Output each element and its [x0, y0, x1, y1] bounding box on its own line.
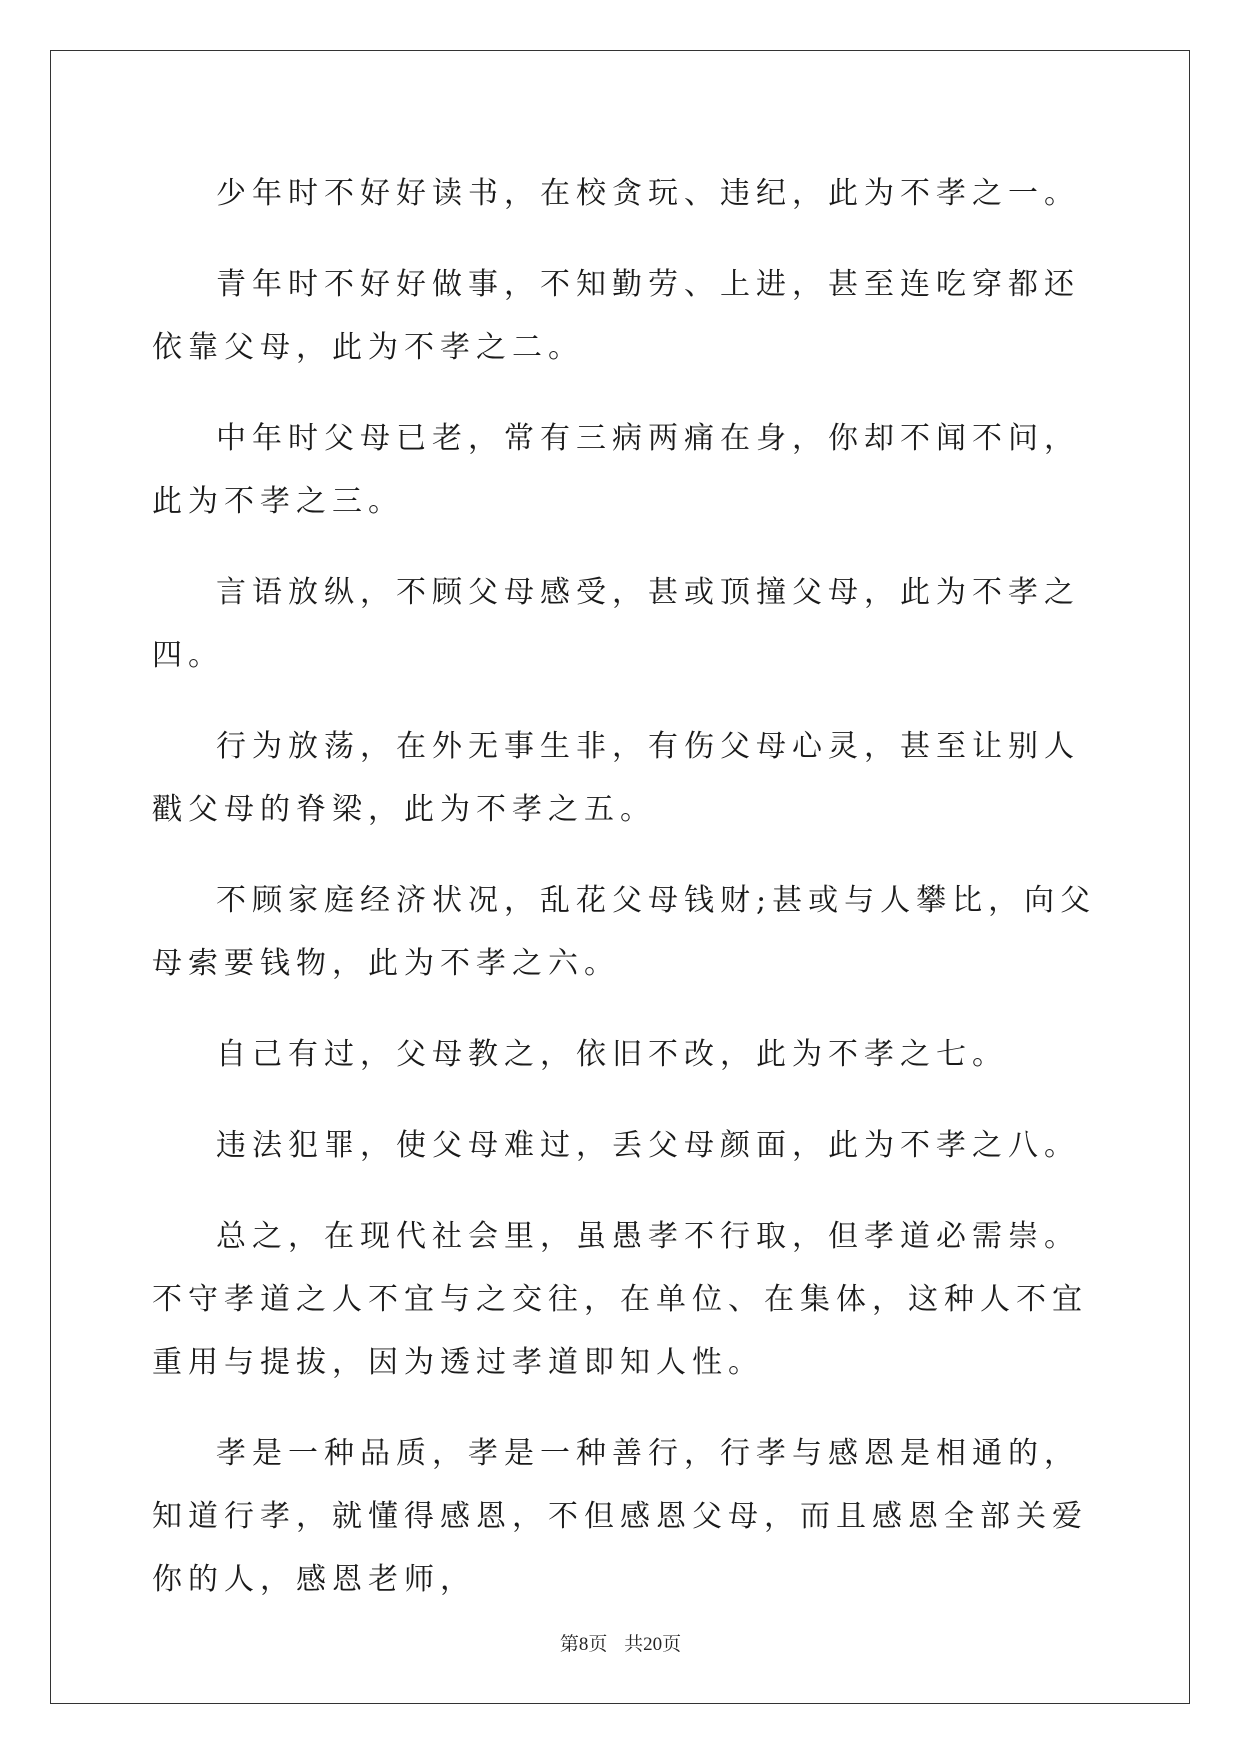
paragraph-6: 不顾家庭经济状况，乱花父母钱财;甚或与人攀比，向父母索要钱物，此为不孝之六。 — [152, 883, 1097, 981]
paragraph-5: 行为放荡，在外无事生非，有伤父母心灵，甚至让别人戳父母的脊梁，此为不孝之五。 — [152, 729, 1080, 827]
page-number: 第8页 — [559, 1634, 608, 1655]
paragraph-1: 少年时不好好读书，在校贪玩、违纪，此为不孝之一。 — [216, 176, 1080, 211]
paragraph-8: 违法犯罪，使父母难过，丢父母颜面，此为不孝之八。 — [216, 1128, 1080, 1163]
page-footer — [0, 1629, 1241, 1656]
page-total: 共20页 — [624, 1634, 682, 1655]
paragraph-10: 孝是一种品质，孝是一种善行，行孝与感恩是相通的，知道行孝，就懂得感恩，不但感恩父母，而且感恩全部关爱你的人，感恩老师， — [152, 1436, 1088, 1597]
paragraph-4: 言语放纵，不顾父母感受，甚或顶撞父母，此为不孝之四。 — [152, 575, 1080, 673]
paragraph-2: 青年时不好好做事，不知勤劳、上进，甚至连吃穿都还依靠父母，此为不孝之二。 — [152, 267, 1080, 365]
paragraph-7: 自己有过，父母教之，依旧不改，此为不孝之七。 — [216, 1037, 1008, 1072]
document-body — [152, 162, 1097, 1639]
paragraph-9: 总之，在现代社会里，虽愚孝不行取，但孝道必需崇。不守孝道之人不宜与之交往，在单位、在集体，这种人不宜重用与提拔，因为透过孝道即知人性。 — [152, 1219, 1088, 1380]
paragraph-3: 中年时父母已老，常有三病两痛在身，你却不闻不问，此为不孝之三。 — [152, 421, 1080, 519]
